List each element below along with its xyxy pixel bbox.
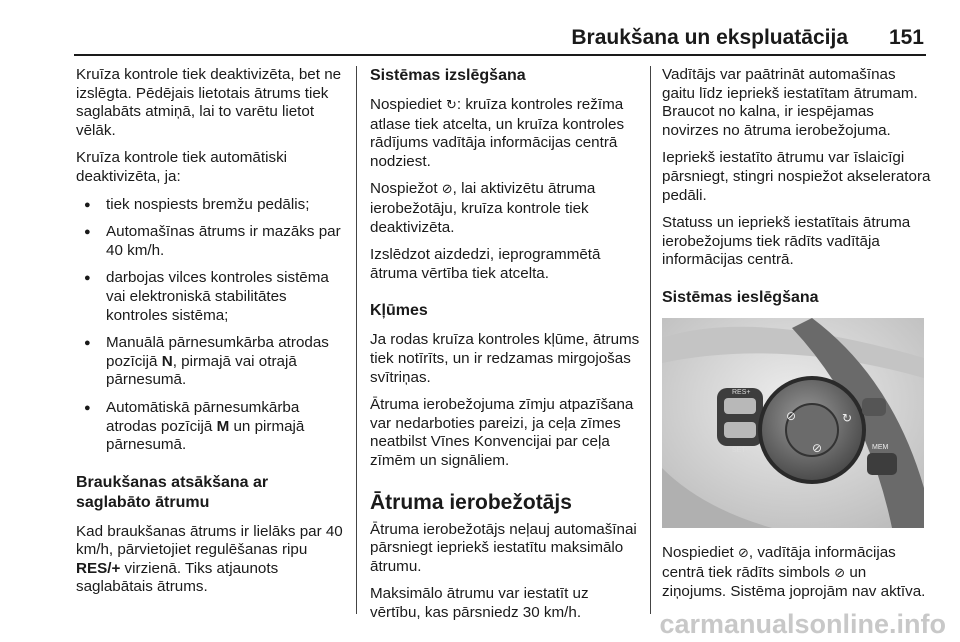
paragraph: Statuss un iepriekš iestatītais ātruma ierobežojums tiek rādīts vadītāja informācijas centrā. xyxy=(662,214,911,269)
set-label: SET- xyxy=(732,446,748,454)
paragraph xyxy=(76,523,344,597)
speed-limiter-icon: ⊘ xyxy=(441,182,453,198)
text: Manuālā pārnesumkārba atrodas pozīcijā xyxy=(106,334,329,370)
chapter-heading: Ātruma ierobežotājs xyxy=(370,490,572,514)
cruise-control-icon: ↻ xyxy=(445,98,457,113)
section-heading: Sistēmas izslēgšana xyxy=(370,67,526,84)
steering-wheel-controls-image xyxy=(662,318,924,528)
text: , lai aktivizētu ātruma ierobežotāju, kruīza kontrole tiek deaktivizēta. xyxy=(370,180,596,236)
page-header xyxy=(0,0,960,58)
bullet-item xyxy=(76,334,344,390)
text: virzienā. Tiks atjaunots saglabātais ātrums. xyxy=(76,559,279,596)
paragraph: Ātruma ierobežotājs neļauj automašīnai pārsniegt iepriekš iestatītu maksimālo ātrumu. xyxy=(370,520,637,575)
column-right xyxy=(662,66,932,611)
paragraph: Maksimālo ātrumu var iestatīt uz vērtību, kas pārsniedz 30 km/h. xyxy=(370,585,589,621)
column-left xyxy=(76,66,344,606)
watermark: carmanualsonline.info xyxy=(659,609,946,639)
steering-wheel-illustration xyxy=(662,318,924,528)
section-heading: Braukšanas atsākšana ar saglabāto ātrumu xyxy=(76,473,269,511)
text: un pirmajā pārnesumā. xyxy=(106,417,305,454)
res-label: RES+ xyxy=(732,388,751,396)
paragraph: Ātruma ierobežojuma zīmju atpazīšana var nedarboties pareizi, ja ceļa zīmes neatbilst Vīnes Konvencijai par ceļa zīmēm un signāliem. xyxy=(370,396,634,469)
paragraph: Vadītājs var paātrināt automašīnas gaitu līdz iepriekš iestatītam ātrumam. Braucot no kalna, ir iespējamas novirzes no ātruma ierobežojuma. xyxy=(662,66,918,139)
text: Kad braukšanas ātrums ir lielāks par 40 km/h, pārvietojiet regulēšanas ripu xyxy=(76,522,343,559)
paragraph xyxy=(370,180,640,237)
text: , pirmajā vai otrajā pārnesumā. xyxy=(106,352,297,389)
svg-text:↻: ↻ xyxy=(842,410,853,425)
bold-text: M xyxy=(216,417,230,435)
bullet-list xyxy=(76,196,344,455)
mem-label: MEM xyxy=(872,443,889,451)
header-rule xyxy=(74,54,926,56)
column-divider xyxy=(650,66,651,614)
text: Nospiediet xyxy=(662,543,738,561)
svg-text:⊘: ⊘ xyxy=(812,440,823,455)
text: Nospiediet xyxy=(370,96,446,113)
bold-text: N xyxy=(161,352,173,370)
paragraph: Iepriekš iestatīto ātrumu var īslaicīgi pārsniegt, stingri nospiežot akseleratora pedāli. xyxy=(662,149,931,204)
paragraph: Ja rodas kruīza kontroles kļūme, ātrums tiek notīrīts, un ir redzamas mirgojošas svītriņas. xyxy=(370,331,640,386)
paragraph: Kruīza kontrole tiek automātiski deaktivizēta, ja: xyxy=(76,149,288,185)
paragraph xyxy=(370,96,640,171)
paragraph: Kruīza kontrole tiek deaktivizēta, bet ne izslēgta. Pēdējais lietotais ātrums tiek saglabāts atmiņā, lai to varētu lietot vēlāk. xyxy=(76,66,342,139)
bold-text: RES/+ xyxy=(76,559,121,577)
column-middle xyxy=(370,66,640,631)
bullet-item: ● Automašīnas ātrums ir mazāks par 40 km/h. xyxy=(76,223,344,260)
text: un ziņojums. Sistēma joprojām nav aktīva. xyxy=(662,563,926,601)
paragraph: Izslēdzot aizdedzi, ieprogrammētā ātruma vērtība tiek atcelta. xyxy=(370,246,601,282)
text: Nospiežot xyxy=(370,180,442,198)
page-number: 151 xyxy=(888,26,924,49)
text: : kruīza kontroles režīma atlase tiek atcelta, un kruīza kontroles rādījums vadītāja informācijas centrā nodziest. xyxy=(370,96,625,170)
text: , vadītāja informācijas centrā tiek rādīts simbols xyxy=(662,543,896,581)
bullet-item: ● darbojas vilces kontroles sistēma vai elektroniskā stabilitātes kontroles sistēma; xyxy=(76,269,344,325)
text: Automātiskā pārnesumkārba atrodas pozīcijā xyxy=(106,398,300,435)
speed-limiter-icon: ⊘ xyxy=(737,545,749,561)
column-divider xyxy=(356,66,357,614)
svg-text:⊘: ⊘ xyxy=(786,408,797,423)
bullet-item: ● tiek nospiests bremžu pedālis; xyxy=(76,196,344,215)
speed-limiter-icon: ⊘ xyxy=(834,565,846,581)
chapter-title: Braukšana un ekspluatācija xyxy=(571,26,848,49)
section-heading: Sistēmas ieslēgšana xyxy=(662,288,819,306)
bullet-item xyxy=(76,399,344,455)
section-heading: Kļūmes xyxy=(370,302,428,320)
paragraph xyxy=(662,544,932,602)
